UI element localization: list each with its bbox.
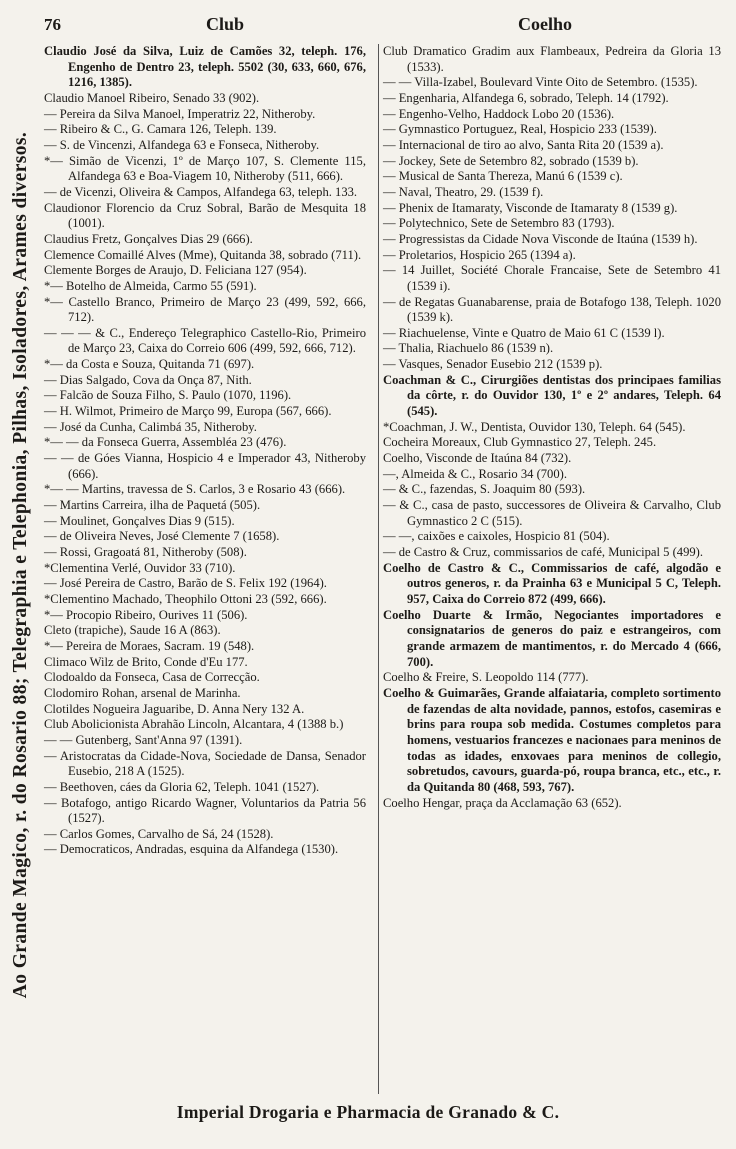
directory-entry: Climaco Wilz de Brito, Conde d'Eu 177. [44,654,248,669]
directory-entry: Claudio José da Silva, Luiz de Camões 32, teleph. 176, Engenho de Dentro 23, teleph. 5502 (30, 633, 660, 676, 1216, 1385). [44,44,366,90]
directory-entry: Clemente Borges de Araujo, D. Feliciana 127 (954). [44,263,307,278]
directory-entry: *— da Costa e Souza, Quitanda 71 (697). [44,357,255,372]
directory-entry: — — — & C., Endereço Telegraphico Castello-Rio, Primeiro de Março 23, Caixa do Correio 606 (499, 592, 666, 712). [44,325,366,356]
directory-entry: — de Regatas Guanabarense, praia de Botafogo 138, Teleph. 1020 (1539 k). [383,294,721,325]
directory-entry: — Rossi, Gragoatá 81, Nitheroby (508). [44,545,247,559]
directory-entry: Coelho & Guimarães, Grande alfaiataria, completo sortimento de fazendas de alta novidade, pannos, estofos, casemiras e brins para roupa sob medida. Costumes completos para homens, vestuarios francezes e nacionaes para meninos de todas as idades, enxovaes para meninos de collegio, sobretudos, cavours, guarda-pó, roupa branca, etc., etc., r. da Quitanda 80 (468, 593, 767). [383,685,721,794]
directory-entry: Coelho de Castro & C., Commissarios de café, algodão e outros generos, r. da Prainha 63 e Municipal 5 C, Teleph. 957, Caixa do Correio 872 (499, 666). [383,560,721,606]
directory-entry: *— — da Fonseca Guerra, Assembléa 23 (476). [44,435,287,450]
left-running-head: Club [206,14,245,34]
directory-entry: — Falcão de Souza Filho, S. Paulo (1070, 1196). [44,388,292,403]
directory-entry: — Engenharia, Alfandega 6, sobrado, Teleph. 14 (1792). [383,90,669,105]
directory-entry: *— — Martins, travessa de S. Carlos, 3 e Rosario 43 (666). [44,482,346,497]
directory-entry: Claudius Fretz, Gonçalves Dias 29 (666). [44,231,253,246]
directory-entry: — —, caixões e caixoles, Hospicio 81 (504). [383,529,610,544]
directory-entry: — & C., fazendas, S. Joaquim 80 (593). [383,482,586,497]
directory-entry: — H. Wilmot, Primeiro de Março 99, Europa (567, 666). [44,404,332,419]
directory-entry: — Engenho-Velho, Haddock Lobo 20 (1536). [383,106,615,121]
directory-entry: *— Simão de Vicenzi, 1º de Março 107, S. Clemente 115, Alfandega 63 e Boa-Viagem 10, Nitheroby (511, 666). [44,153,366,184]
directory-entry: — de Oliveira Neves, José Clemente 7 (1658). [44,529,280,544]
directory-entry: Coachman & C., Cirurgiões dentistas dos principaes familias da côrte, r. do Ouvidor 130, 1º e 2º andares, Teleph. 64 (545). [383,372,721,419]
directory-entry: — 14 Juillet, Société Chorale Francaise, Sete de Setembro 41 (1539 i). [383,263,721,293]
directory-entry: Claudionor Florencio da Cruz Sobral, Barão de Mesquita 18 (1001). [44,200,366,231]
directory-entry: Claudio Manoel Ribeiro, Senado 33 (902). [44,90,260,105]
directory-entry: — Democraticos, Andradas, esquina da Alfandega (1530). [44,842,339,857]
directory-entry: — Beethoven, cáes da Gloria 62, Teleph. 1041 (1527). [44,779,320,794]
directory-entry: — — Villa-Izabel, Boulevard Vinte Oito de Setembro. (1535). [383,75,698,90]
directory-entry: — Progressistas da Cidade Nova Visconde de Itaúna (1539 h). [383,231,698,246]
directory-entry: *Coachman, J. W., Dentista, Ouvidor 130, Teleph. 64 (545). [383,419,686,434]
directory-entry: Clodoaldo da Fonseca, Casa de Correcção. [44,670,260,685]
left-column [44,44,366,858]
directory-entry: Cleto (trapiche), Saude 16 A (863). [44,623,221,638]
directory-entry: — de Castro & Cruz, commissarios de café, Municipal 5 (499). [383,545,704,559]
directory-entry: — Dias Salgado, Cova da Onça 87, Nith. [44,372,252,387]
directory-entry: — — Gutenberg, Sant'Anna 97 (1391). [44,732,243,747]
directory-entry: — Jockey, Sete de Setembro 82, sobrado (1539 b). [383,153,639,168]
directory-entry: — S. de Vincenzi, Alfandega 63 e Fonseca, Nitheroby. [44,137,320,152]
directory-entry: Clemence Comaillé Alves (Mme), Quitanda 38, sobrado (711). [44,247,362,262]
right-running-head: Coelho [518,14,572,34]
directory-entry: *Clementina Verlé, Ouvidor 33 (710). [44,560,236,575]
directory-entry: — Naval, Theatro, 29. (1539 f). [383,184,544,199]
directory-entry: Clodomiro Rohan, arsenal de Marinha. [44,685,241,700]
directory-entry: Club Dramatico Gradim aux Flambeaux, Pedreira da Gloria 13 (1533). [383,44,721,74]
directory-entry: — Ribeiro & C., G. Camara 126, Teleph. 139. [44,122,277,137]
directory-entry: Cocheira Moreaux, Club Gymnastico 27, Teleph. 245. [383,435,657,450]
directory-entry: — José da Cunha, Calimbá 35, Nitheroby. [44,419,257,434]
directory-entry: Coelho Hengar, praça da Acclamação 63 (652). [383,795,622,810]
directory-entry: Clotildes Nogueira Jaguaribe, D. Anna Nery 132 A. [44,701,305,716]
directory-entry: — Internacional de tiro ao alvo, Santa Rita 20 (1539 a). [383,137,664,152]
directory-entry: — & C., casa de pasto, successores de Oliveira & Carvalho, Club Gymnastico 2 C (515). [383,498,721,528]
directory-entry: — Botafogo, antigo Ricardo Wagner, Voluntarios da Patria 56 (1527). [44,795,366,826]
directory-entry: — Pereira da Silva Manoel, Imperatriz 22, Nitheroby. [44,106,316,121]
directory-entry: *Clementino Machado, Theophilo Ottoni 23 (592, 666). [44,591,327,606]
directory-entry: *— Castello Branco, Primeiro de Março 23 (499, 592, 666, 712). [44,294,366,325]
directory-entry: — Carlos Gomes, Carvalho de Sá, 24 (1528). [44,826,274,841]
directory-entry: — Vasques, Senador Eusebio 212 (1539 p). [383,357,603,372]
directory-entry: — Aristocratas da Cidade-Nova, Sociedade de Dansa, Senador Eusebio, 218 A (1525). [44,748,366,779]
directory-entry: —, Almeida & C., Rosario 34 (700). [383,466,567,481]
directory-entry: Coelho Duarte & Irmão, Negociantes importadores e consignatarios de generos do paiz e estrangeiros, com grande armazem de mantimentos, r. do Mercado 4 (666, 700). [383,607,721,669]
directory-entry: — Polytechnico, Sete de Setembro 83 (1793). [383,216,615,231]
directory-entry: — Gymnastico Portuguez, Real, Hospicio 233 (1539). [383,122,657,137]
directory-entry: — Riachuelense, Vinte e Quatro de Maio 61 C (1539 l). [383,325,665,340]
directory-entry: *— Pereira de Moraes, Sacram. 19 (548). [44,638,255,653]
directory-entry: — de Vicenzi, Oliveira & Campos, Alfandega 63, teleph. 133. [44,184,358,199]
directory-entry: — Thalia, Riachuelo 86 (1539 n). [383,341,554,356]
sidebar-advert [4,30,38,1100]
right-column [378,44,721,1094]
directory-entry: *— Procopio Ribeiro, Ourives 11 (506). [44,607,248,622]
directory-entry: — Proletarios, Hospicio 265 (1394 a). [383,247,576,262]
directory-entry: Club Abolicionista Abrahão Lincoln, Alcantara, 4 (1388 b.) [44,717,344,732]
page-header [44,12,700,40]
directory-entry: — Musical de Santa Thereza, Manú 6 (1539 c). [383,169,623,184]
directory-entry: — José Pereira de Castro, Barão de S. Felix 192 (1964). [44,576,327,591]
directory-entry: *— Botelho de Almeida, Carmo 55 (591). [44,278,257,293]
directory-entry: — Moulinet, Gonçalves Dias 9 (515). [44,513,235,528]
directory-entry: Coelho & Freire, S. Leopoldo 114 (777). [383,670,589,685]
directory-entry: — Martins Carreira, ilha de Paquetá (505). [44,498,261,513]
directory-entry: — Phenix de Itamaraty, Visconde de Itamaraty 8 (1539 g). [383,200,678,215]
directory-entry: — — de Góes Vianna, Hospicio 4 e Imperador 43, Nitheroby (666). [44,451,366,481]
sidebar-advert-text: Ao Grande Magico, r. do Rosario 88; Telegraphia e Telephonia, Pilhas, Isoladores, Arames diversos. [10,131,31,999]
directory-entry: Coelho, Visconde de Itaúna 84 (732). [383,451,572,466]
page-number: 76 [44,15,61,34]
footer-advert: Imperial Drogaria e Pharmacia de Granado & C. [176,1102,560,1122]
